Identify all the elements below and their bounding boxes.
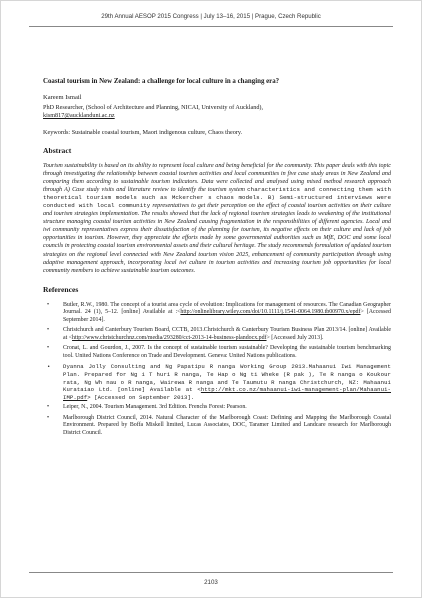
- reference-text: > [Accessed July 2013].: [266, 334, 324, 341]
- reference-link[interactable]: http://www.christchurchnz.com/media/293280/cct-2013-14-business-plandocx.pdf: [72, 334, 267, 341]
- reference-text: Butler, R.W., 1980. The concept of a tourist area cycle of evolution: Implications for management of resources. The Canadian Geographer Journal. 24 (1), 5–12. [online] Available at :<: [63, 301, 391, 316]
- reference-item: [43, 404, 391, 412]
- header-rule: [29, 26, 393, 27]
- reference-text: Dyanna Jolly Consulting and Ng Papatipu R nanga Working Group 2013.Mahaanui Iwi Management Plan. Prepared for Ng i T huri R nanga, Te Hap o Ng ti Wheke (R pak ), Te R nanga o Koukour rata, Ng Wh nau o R nanga, Wairewa R nanga and Te Taumutu R nanga Christchurch, NZ: Mahaanui Kurataiao Ltd. [online] Available at <: [63, 363, 391, 394]
- author-affiliation: PhD Researcher, (School of Architecture and Planning, NICAI, University of Auckland),: [43, 104, 264, 111]
- abstract-part-1: Tourism sustainability is based on its ability to represent local culture and being beneficial for the community. This paper deals with this topic through investigating the relationship between coastal tourism activities and local communities in five case study areas in New Zealand and comparing them according to sustainable tourism indicators. Data were collected and analysed using mixed method research approach through A) Case study visits and literature review to identify the tourism system: [43, 163, 391, 194]
- reference-item: [43, 415, 391, 438]
- reference-link[interactable]: http://onlinelibrary.wiley.com/doi/10.1111/j.1541-0064.1980.tb00970.x/epdf: [180, 309, 361, 316]
- author-email-link[interactable]: kism817@aucklanduni.ac.nz: [43, 112, 115, 119]
- author-name: Kareem Ismail: [43, 94, 82, 101]
- reference-list: [43, 302, 391, 438]
- paper-body: [43, 78, 391, 440]
- running-header: 29th Annual AESOP 2015 Congress | July 13–16, 2015 | Prague, Czech Republic: [101, 13, 321, 20]
- references-heading: References: [43, 284, 79, 294]
- abstract-part-3: representatives to get their perception on the effect of coastal tourism activities on their culture and tourism strategies implementation. The results showed that the lack of regional tourism strategies leads to weakening of the institutional structure managing coastal tourism activities in New Zealand causing fragmentation in the responsibilities of different agencies. Local and iwi community representatives express their dissatisfaction of the planning for tourism, its negative effects on their culture and lack of job opportunities in tourism. However, they appreciate the efforts made by some governmental authorities such as MfE, DOC and some local councils in protecting coastal tourism environmental assets and their cultural heritage. The study recommends formulation of updated tourism strategies on the regional level connected with New Zealand tourism vision 2025, enhancement of community participation through using adaptive management approach, incorporating local iwi culture in tourism activities and increasing tourism job opportunities for local community members to achieve sustainable tourism outcomes.: [43, 203, 391, 274]
- reference-link[interactable]: http://mkt.co.nz/mahaanui-iwi-management-plan/Mahaanui-IMP.pdf: [63, 386, 391, 401]
- page-number: 2103: [204, 579, 218, 586]
- reference-text: > [Accessed on September 2013].: [87, 393, 195, 401]
- reference-text: Leiper, N., 2004. Tourism Management. 3rd Edition. Frenchs Forest: Pearson.: [63, 404, 247, 411]
- keywords: Keywords: Sustainable coastal tourism, Maori indigenous culture, Chaos theory.: [43, 129, 243, 136]
- reference-item: [43, 363, 391, 401]
- reference-item: [43, 327, 391, 342]
- reference-text: Marlborough District Council, 2014. Natural Character of the Marlborough Coast: Defining and Mapping the Marlborough Coastal Environment. Prepared by Boffa Miskell limited, Lucas Associates, DOC, Taramer Limited and Landcare research for Marlborough District Council.: [63, 414, 391, 436]
- reference-text: Christchurch and Canterbury Tourism Board, CCTB, 2013.Christchurch & Canterbury Tourism Business Plan 2013/14. [online] Available at <: [63, 327, 391, 341]
- reference-item: [43, 345, 391, 360]
- reference-text: Cronat, L. and Gourdon, J., 2007. Is the concept of sustainable tourism sustainable? Developing the sustainable tourism benchmarking tool. United Nations Conference on Trade and Development. Geneva: United Nations publications.: [63, 345, 391, 359]
- reference-text: > [Accessed September 2014].: [63, 309, 391, 323]
- abstract-heading: Abstract: [43, 146, 72, 155]
- abstract-text: [43, 162, 391, 275]
- footer-rule: [29, 572, 393, 573]
- abstract-part-2: characteristics and connecting them with theoretical tourism models such as Mckercher s chaos models. B) Semi-structured interviews were conducted with local community: [43, 186, 391, 210]
- paper-title: Coastal tourism in New Zealand: a challenge for local culture in a changing era?: [43, 78, 280, 85]
- reference-item: [43, 302, 391, 325]
